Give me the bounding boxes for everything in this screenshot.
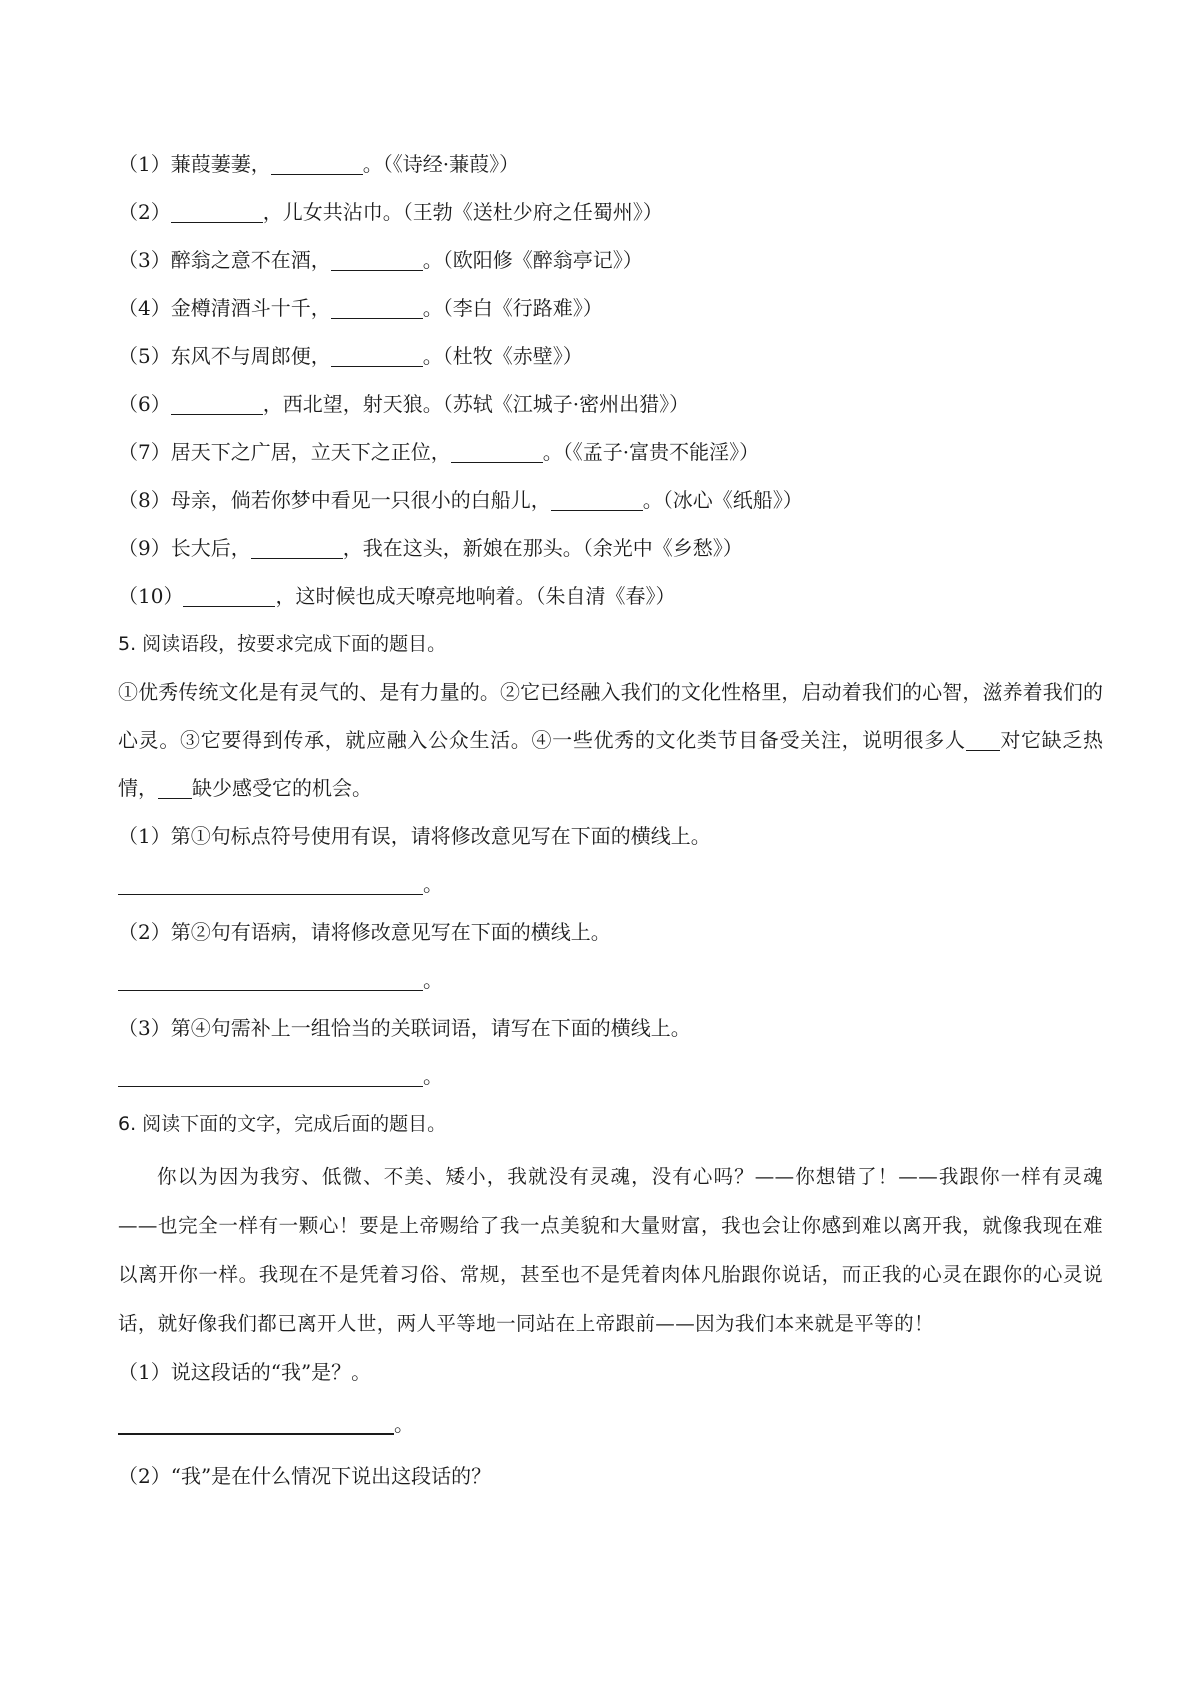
q5-sub1: （1）第①句标点符号使用有误，请将修改意见写在下面的横线上。 — [118, 824, 711, 848]
q4-item-4: （4）金樽清酒斗十千， 。（李白《行路难》） — [118, 296, 603, 320]
answer-blank[interactable] — [551, 488, 643, 511]
q5-title: 5. 阅读语段，按要求完成下面的题目。 — [118, 633, 447, 655]
q4-item-1: （1）蒹葭萋萋， 。（《诗经·蒹葭》） — [118, 152, 520, 176]
answer-blank[interactable] — [183, 584, 275, 607]
q6-passage: 你以为因为我穷、低微、不美、矮小，我就没有灵魂，没有心吗？——你想错了！——我跟你一样有灵魂——也完全一样有一颗心！要是上帝赐给了我一点美貌和大量财富，我也会让你感到难以离开我，就像我现在难以离开你一样。我现在不是凭着习俗、常规，甚至也不是凭着肉体凡胎跟你说话，而正我的心灵在跟你的心灵说话，就好像我们都已离开人世，两人平等地一同站在上帝跟前——因为我们本来就是平等的！ — [118, 1165, 1103, 1335]
q5-paragraph: ①优秀传统文化是有灵气的、是有力量的。②它已经融入我们的文化性格里，启动着我们的心智，滋养着我们的心灵。③它要得到传承，就应融入公众生活。④一些优秀的文化类节目备受关注，说明很多人 对它缺乏热情， 缺少感受它的机会。 — [118, 680, 1104, 800]
q6-answer-line-1: 。 — [118, 1400, 1103, 1448]
q4-fill-in-list — [118, 140, 1103, 620]
answer-line[interactable] — [118, 1411, 394, 1435]
q5-answer-line-2: 。 — [118, 956, 1103, 1004]
answer-line[interactable] — [118, 872, 423, 895]
q4-item-8: （8）母亲，倘若你梦中看见一只很小的白船儿， 。（冰心《纸船》） — [118, 488, 803, 512]
answer-blank[interactable] — [251, 536, 343, 559]
answer-blank[interactable] — [331, 344, 423, 367]
q5-sub2: （2）第②句有语病，请将修改意见写在下面的横线上。 — [118, 920, 611, 944]
q6-sub1: （1）说这段话的“我”是？。 — [118, 1360, 372, 1384]
q4-item-3: （3）醉翁之意不在酒， 。（欧阳修《醉翁亭记》） — [118, 248, 643, 272]
q6-title: 6. 阅读下面的文字，完成后面的题目。 — [118, 1113, 447, 1135]
q5-sub3: （3）第④句需补上一组恰当的关联词语，请写在下面的横线上。 — [118, 1016, 691, 1040]
q4-item-10: （10） ，这时候也成天嘹亮地响着。（朱自清《春》） — [118, 584, 676, 608]
q6-sub2: （2）“我”是在什么情况下说出这段话的？ — [118, 1464, 492, 1488]
q5-answer-line-3: 。 — [118, 1052, 1103, 1100]
answer-blank[interactable] — [271, 152, 363, 175]
q4-item-6: （6） ，西北望，射天狼。（苏轼《江城子·密州出猎》） — [118, 392, 690, 416]
q4-item-2: （2） ，儿女共沾巾。（王勃《送杜少府之任蜀州》） — [118, 200, 663, 224]
answer-line[interactable] — [118, 1064, 423, 1087]
q4-item-5: （5）东风不与周郎便， 。（杜牧《赤壁》） — [118, 344, 583, 368]
q4-item-9: （9）长大后， ，我在这头，新娘在那头。（余光中《乡愁》） — [118, 536, 743, 560]
answer-blank[interactable] — [966, 728, 1000, 751]
answer-line[interactable] — [118, 968, 423, 991]
answer-blank[interactable] — [331, 248, 423, 271]
answer-blank[interactable] — [171, 200, 263, 223]
answer-blank[interactable] — [331, 296, 423, 319]
q4-item-7: （7）居天下之广居，立天下之正位， 。（《孟子·富贵不能淫》） — [118, 440, 760, 464]
answer-blank[interactable] — [451, 440, 543, 463]
q5-answer-line-1: 。 — [118, 860, 1103, 908]
answer-blank[interactable] — [171, 392, 263, 415]
answer-blank[interactable] — [158, 776, 192, 799]
exam-page — [118, 140, 1103, 1500]
